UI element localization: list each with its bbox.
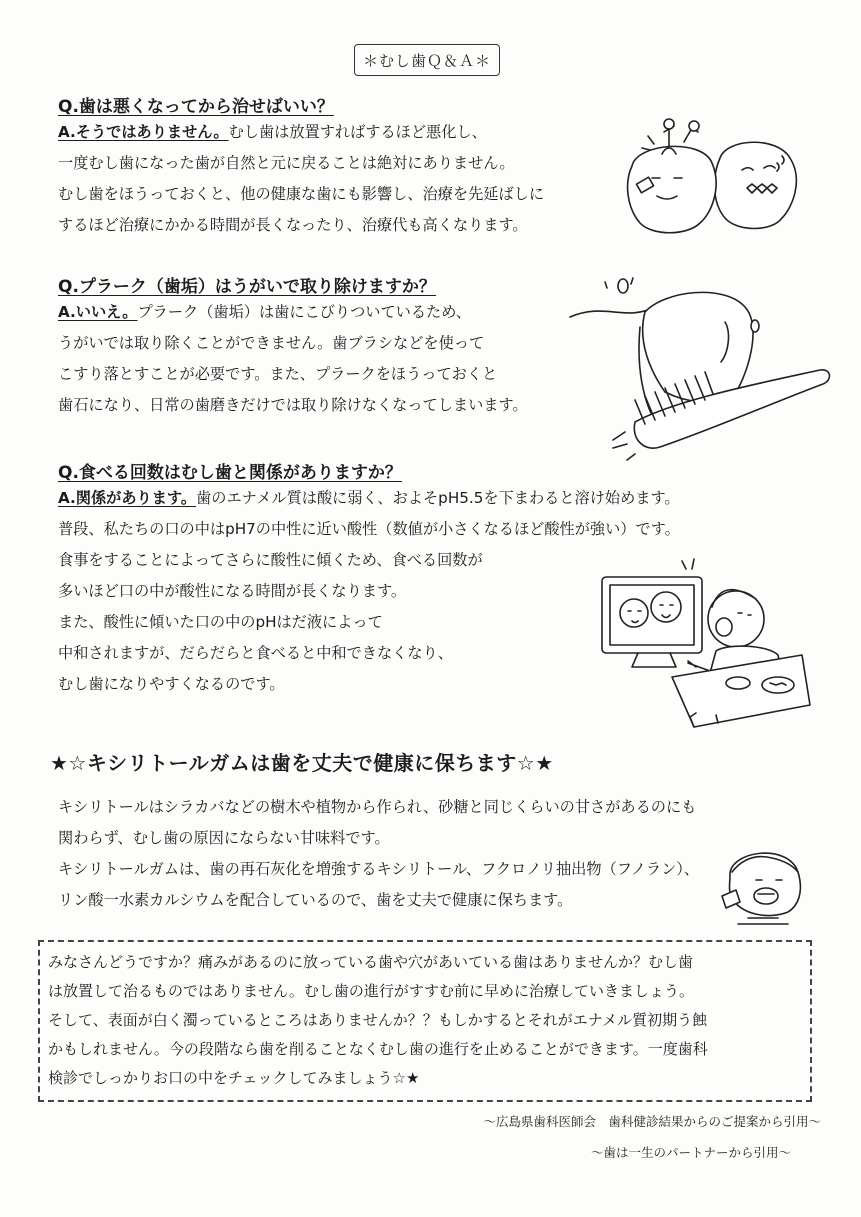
question-3-text: Q.食べる回数はむし歯と関係がありますか？ — [58, 463, 402, 483]
child-eating-watching-tv-illustration — [598, 555, 812, 730]
answer-3-line: 普段、私たちの口の中はpH7の中性に近い酸性（数値が小さくなるほど酸性が強い）です。 — [58, 520, 680, 538]
xylitol-body — [58, 792, 699, 916]
notice-line: みなさんどうですか？痛みがあるのに放っている歯や穴があいている歯はありませんか？むし歯 — [48, 953, 694, 971]
answer-3-line: 中和されますが、だらだらと食べると中和できなくなり、 — [58, 644, 453, 662]
notice-text — [40, 942, 810, 1093]
question-2 — [58, 272, 436, 297]
answer-3-lead: A.関係があります。 — [58, 489, 197, 507]
xylitol-heading: ★☆キシリトールガムは歯を丈夫で健康に保ちます☆★ — [50, 751, 554, 775]
xylitol-line: キシリトールガムは、歯の再石灰化を増強するキシリトール、フクロノリ抽出物（フノラン）、 — [58, 860, 700, 878]
notice-line: そして、表面が白く濁っているところはありませんか？？もしかするとそれがエナメル質初期う蝕 — [48, 1011, 708, 1029]
answer-1-line: むし歯は放置すればするほど悪化し、 — [228, 123, 487, 141]
cavity-teeth-illustration — [612, 108, 812, 243]
question-3 — [58, 458, 402, 483]
answer-2-lead: A.いいえ。 — [58, 303, 138, 321]
xylitol-line: 関わらず、むし歯の原因にならない甘味料です。 — [58, 829, 390, 847]
page-title: ＊むし歯Ｑ＆Ａ＊ — [354, 44, 500, 76]
xylitol-line: キシリトールはシラカバなどの樹木や植物から作られ、砂糖と同じくらいの甘さがあるのにも — [58, 798, 697, 816]
answer-1-line: 一度むし歯になった歯が自然と元に戻ることは絶対にありません。 — [58, 154, 515, 172]
notice-box — [38, 940, 812, 1102]
answer-3-line: むし歯になりやすくなるのです。 — [58, 675, 285, 693]
answer-2 — [58, 297, 528, 421]
answer-2-line: こすり落とすことが必要です。また、プラークをほうっておくと — [58, 365, 498, 383]
answer-3-line: 多いほど口の中が酸性になる時間が長くなります。 — [58, 582, 407, 600]
answer-3-line: また、酸性に傾いた口の中のpHはだ液によって — [58, 613, 383, 631]
answer-1 — [58, 117, 544, 241]
answer-2-line: うがいでは取り除くことができません。歯ブラシなどを使って — [58, 334, 485, 352]
question-1 — [58, 92, 334, 117]
source-citation-2: ～歯は一生のパートナーから引用～ — [590, 1145, 791, 1160]
toothbrush-brushing-tooth-illustration — [565, 272, 835, 462]
answer-1-line: するほど治療にかかる時間が長くなったり、治療代も高くなります。 — [58, 216, 528, 234]
answer-2-line: 歯石になり、日常の歯磨きだけでは取り除けなくなってしまいます。 — [58, 396, 528, 414]
xylitol-line: リン酸一水素カルシウムを配合しているので、歯を丈夫で健康に保ちます。 — [58, 891, 573, 909]
answer-3-line: 食事をすることによってさらに酸性に傾くため、食べる回数が — [58, 551, 483, 569]
question-2-text: Q.プラーク（歯垢）はうがいで取り除けますか？ — [58, 277, 436, 297]
girl-chewing-gum-illustration — [718, 836, 808, 926]
answer-1-lead: A.そうではありません。 — [58, 123, 229, 141]
notice-line: かもしれません。今の段階なら歯を削ることなくむし歯の進行を止めることができます。一度歯科 — [48, 1040, 708, 1058]
notice-line: 検診でしっかりお口の中をチェックしてみましょう☆★ — [48, 1069, 420, 1087]
answer-2-line: プラーク（歯垢）は歯にこびりついているため、 — [137, 303, 471, 321]
answer-3 — [58, 483, 680, 700]
answer-1-line: むし歯をほうっておくと、他の健康な歯にも影響し、治療を先延ばしに — [58, 185, 544, 203]
source-citation-1: ～広島県歯科医師会 歯科健診結果からのご提案から引用～ — [483, 1114, 821, 1129]
notice-line: は放置して治るものではありません。むし歯の進行がすすむ前に早めに治療していきましょう。 — [48, 982, 695, 1000]
question-1-text: Q.歯は悪くなってから治せばいい？ — [58, 97, 334, 117]
answer-3-line: 歯のエナメル質は酸に弱く、およそpH5.5を下まわると溶け始めます。 — [196, 489, 680, 507]
